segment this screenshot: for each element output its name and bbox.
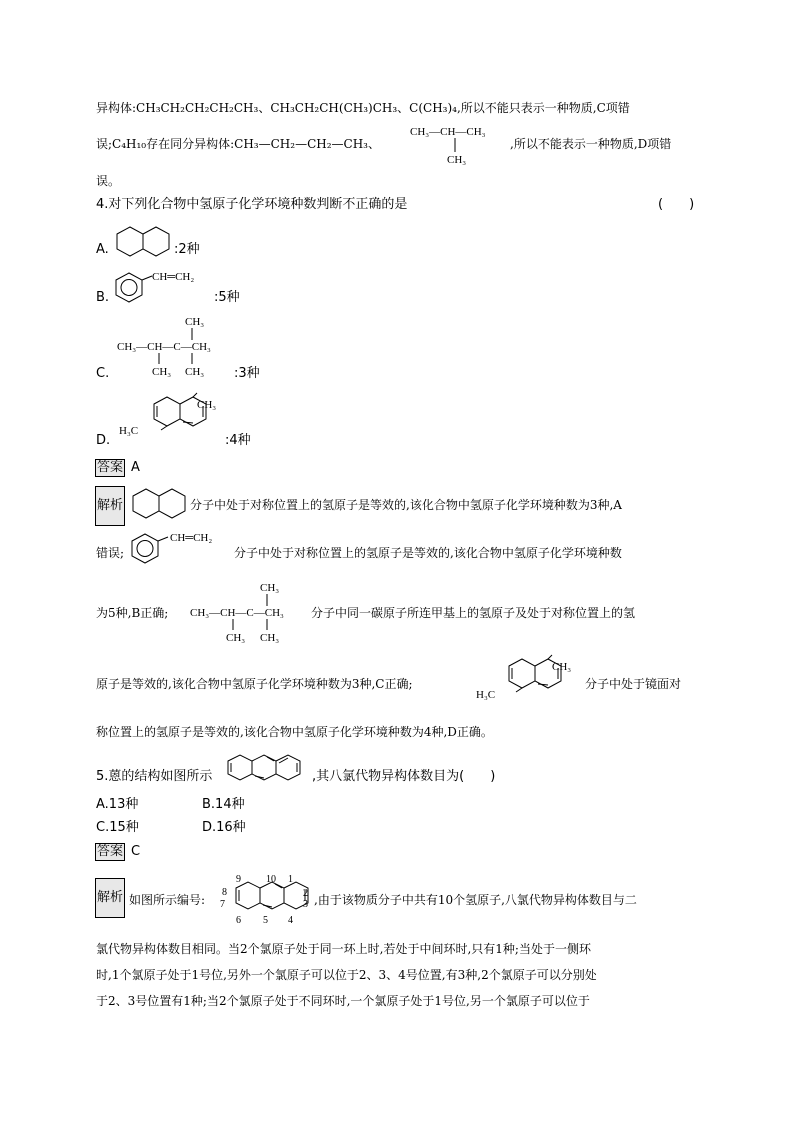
svg-text:H₃C: H₃C	[119, 425, 139, 437]
svg-text:8: 8	[222, 887, 227, 898]
option-b-label: B.	[96, 290, 110, 305]
svg-text:CH₃—CH—C—CH₃: CH₃—CH—C—CH₃	[190, 607, 284, 619]
svg-text:3: 3	[303, 899, 308, 910]
analysis-text: 氯代物异构体数目相同。当2个氯原子处于同一环上时,若处于中间环时,只有1种;当处于一侧环	[96, 942, 591, 956]
svg-text:CH₃—CH—CH₃: CH₃—CH—CH₃	[410, 126, 486, 138]
svg-text:2: 2	[303, 888, 308, 899]
trimethylbutane-structure	[188, 578, 312, 644]
svg-text:7: 7	[220, 899, 225, 910]
svg-text:CH═CH₂: CH═CH₂	[170, 532, 213, 544]
svg-text:CH₃—CH—C—CH₃: CH₃—CH—C—CH₃	[117, 341, 211, 353]
svg-text:10: 10	[266, 874, 276, 885]
text-line: ,所以不能表示一种物质,D项错	[510, 137, 672, 151]
option-d: D.16种	[202, 820, 246, 835]
option-d-value: :4种	[225, 433, 251, 448]
svg-text:4: 4	[288, 915, 293, 926]
option-b-value: :5种	[214, 290, 240, 305]
option-a-label: A.	[96, 242, 109, 257]
svg-text:CH═CH₂: CH═CH₂	[152, 271, 195, 283]
analysis-text: 分子中同一碳原子所连甲基上的氢原子及处于对称位置上的氢	[311, 606, 636, 620]
question-4-stem: 4.对下列化合物中氢原子化学环境种数判断不正确的是	[96, 197, 408, 212]
question-paren: ( )	[658, 197, 695, 212]
option-c: C.15种	[96, 820, 139, 835]
dimethylnaphthalene-structure	[472, 650, 582, 710]
option-a-value: :2种	[174, 242, 200, 257]
svg-text:5: 5	[263, 915, 268, 926]
anthracene-structure	[224, 751, 314, 785]
svg-text:CH₃: CH₃	[185, 316, 205, 328]
svg-text:H₃C: H₃C	[476, 689, 496, 701]
anthracene-numbered-structure	[214, 872, 318, 928]
answer-tag: 答案	[97, 844, 124, 859]
svg-text:CH₃: CH₃	[260, 582, 280, 594]
analysis-text: 原子是等效的,该化合物中氢原子化学环境种数为3种,C正确;	[96, 677, 413, 691]
trimethylbutane-structure	[115, 312, 237, 378]
svg-text:CH₃: CH₃	[260, 632, 280, 644]
svg-text:CH₃: CH₃	[552, 661, 572, 673]
analysis-text: 于2、3号位置有1种;当2个氯原子处于不同环时,一个氯原子处于1号位,另一个氯原子可以位于	[96, 994, 590, 1008]
analysis-text: 时,1个氯原子处于1号位,另外一个氯原子可以位于2、3、4号位置,有3种,2个氯原子可以分别处	[96, 968, 597, 982]
analysis-tag: 解析	[95, 486, 125, 526]
text-line: 误;C₄H₁₀存在同分异构体:CH₃—CH₂—CH₂—CH₃、	[96, 137, 380, 151]
analysis-text: 分子中处于镜面对	[585, 677, 682, 691]
svg-text:CH₃: CH₃	[447, 154, 467, 166]
question-5-stem: ,其八氯代物异构体数目为( )	[312, 769, 496, 784]
decalin-structure	[130, 486, 190, 526]
analysis-text: 称位置上的氢原子是等效的,该化合物中氢原子化学环境种数为4种,D正确。	[96, 725, 493, 739]
svg-text:CH₃: CH₃	[152, 366, 172, 378]
svg-text:CH₃: CH₃	[197, 399, 217, 411]
analysis-text: 分子中处于对称位置上的氢原子是等效的,该化合物中氢原子化学环境种数	[234, 546, 622, 560]
analysis-text: 错误;	[96, 546, 125, 560]
option-b: B.14种	[202, 797, 245, 812]
answer-value: C	[131, 844, 141, 859]
analysis-text: ,由于该物质分子中共有10个氢原子,八氯代物异构体数目与二	[314, 893, 637, 907]
option-d-label: D.	[96, 433, 111, 448]
styrene-structure	[112, 267, 222, 307]
question-5-stem: 5.蒽的结构如图所示	[96, 769, 213, 784]
svg-text:CH₃: CH₃	[226, 632, 246, 644]
option-c-label: C.	[96, 366, 110, 381]
analysis-tag: 解析	[95, 878, 125, 918]
styrene-structure	[128, 528, 238, 568]
text-line: 误。	[96, 174, 121, 188]
text-line: 异构体:CH₃CH₂CH₂CH₂CH₃、CH₃CH₂CH(CH₃)CH₃、C(CH₃)₄,所以不能只表示一种物质,C项错	[96, 101, 630, 115]
svg-text:1: 1	[288, 874, 293, 885]
option-a: A.13种	[96, 797, 139, 812]
isobutane-structure	[408, 122, 512, 166]
dimethylnaphthalene-structure	[117, 386, 227, 448]
answer-tag: 答案	[97, 460, 124, 475]
svg-text:9: 9	[236, 874, 241, 885]
analysis-text: 分子中处于对称位置上的氢原子是等效的,该化合物中氢原子化学环境种数为3种,A	[190, 498, 622, 512]
answer-value: A	[131, 460, 140, 475]
analysis-text: 如图所示编号:	[129, 893, 206, 907]
analysis-text: 为5种,B正确;	[96, 606, 169, 620]
svg-text:6: 6	[236, 915, 241, 926]
option-c-value: :3种	[234, 366, 260, 381]
svg-text:CH₃: CH₃	[185, 366, 205, 378]
decalin-structure	[113, 224, 175, 264]
